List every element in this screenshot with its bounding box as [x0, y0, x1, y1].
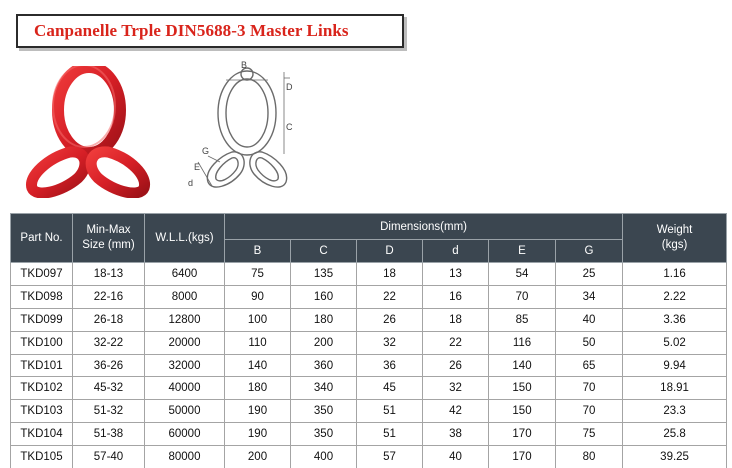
cell-weight: 5.02: [623, 331, 727, 354]
table-row: [11, 377, 727, 400]
header-dim-d-lower: d: [423, 240, 489, 263]
cell-d-upper: 51: [357, 400, 423, 423]
table-header: [11, 214, 727, 263]
table-row: [11, 423, 727, 446]
table-row: [11, 285, 727, 308]
cell-e: 70: [489, 285, 556, 308]
cell-d-lower: 13: [423, 263, 489, 286]
cell-wll: 8000: [145, 285, 225, 308]
sub-link-left: [31, 152, 84, 193]
cell-b: 190: [225, 423, 291, 446]
cell-wll: 6400: [145, 263, 225, 286]
cell-b: 110: [225, 331, 291, 354]
table-row: [11, 308, 727, 331]
cell-d-upper: 57: [357, 446, 423, 468]
header-min-max-line1: Min-Max: [86, 224, 131, 236]
cell-weight: 18.91: [623, 377, 727, 400]
table-row: [11, 331, 727, 354]
header-min-max-size: [73, 214, 145, 263]
header-dim-d-upper: D: [357, 240, 423, 263]
cell-g: 65: [556, 354, 623, 377]
cell-g: 50: [556, 331, 623, 354]
table-row: [11, 354, 727, 377]
cell-wll: 40000: [145, 377, 225, 400]
cell-d-upper: 36: [357, 354, 423, 377]
diagram-label-small-d: d: [188, 178, 194, 188]
cell-size: 51-32: [73, 400, 145, 423]
cell-g: 25: [556, 263, 623, 286]
cell-d-lower: 40: [423, 446, 489, 468]
cell-size: 26-18: [73, 308, 145, 331]
cell-c: 180: [291, 308, 357, 331]
cell-c: 135: [291, 263, 357, 286]
cell-b: 90: [225, 285, 291, 308]
diagram-label-c: C: [286, 122, 293, 132]
cell-c: 400: [291, 446, 357, 468]
cell-weight: 3.36: [623, 308, 727, 331]
cell-c: 360: [291, 354, 357, 377]
cell-g: 80: [556, 446, 623, 468]
cell-e: 150: [489, 377, 556, 400]
cell-part-no: TKD104: [11, 423, 73, 446]
table-row: [11, 400, 727, 423]
cell-weight: 2.22: [623, 285, 727, 308]
title-banner: [16, 14, 404, 48]
cell-weight: 25.8: [623, 423, 727, 446]
diagram-sub-link-left: [207, 152, 244, 187]
header-min-max-line2: Size (mm): [82, 239, 135, 251]
cell-b: 200: [225, 446, 291, 468]
page-title: Canpanelle Trple DIN5688-3 Master Links: [34, 21, 349, 40]
cell-d-upper: 51: [357, 423, 423, 446]
cell-size: 57-40: [73, 446, 145, 468]
cell-wll: 12800: [145, 308, 225, 331]
cell-size: 51-38: [73, 423, 145, 446]
cell-g: 70: [556, 400, 623, 423]
cell-e: 150: [489, 400, 556, 423]
cell-wll: 20000: [145, 331, 225, 354]
diagram-label-d: D: [286, 82, 293, 92]
diagram-sub-link-right-inner: [256, 158, 278, 181]
header-weight-line2: (kgs): [661, 239, 688, 251]
cell-wll: 50000: [145, 400, 225, 423]
cell-c: 340: [291, 377, 357, 400]
diagram-label-g: G: [202, 146, 210, 156]
cell-e: 85: [489, 308, 556, 331]
cell-d-upper: 18: [357, 263, 423, 286]
sub-link-right: [91, 152, 144, 193]
cell-g: 70: [556, 377, 623, 400]
cell-e: 54: [489, 263, 556, 286]
cell-c: 200: [291, 331, 357, 354]
cell-size: 18-13: [73, 263, 145, 286]
dim-line-e: [198, 162, 212, 186]
cell-part-no: TKD103: [11, 400, 73, 423]
cell-b: 190: [225, 400, 291, 423]
cell-b: 75: [225, 263, 291, 286]
cell-e: 170: [489, 446, 556, 468]
diagram-sub-link-right: [250, 152, 287, 187]
header-dimensions: Dimensions(mm): [225, 214, 623, 240]
diagram-master-link-inner: [226, 79, 268, 147]
cell-d-upper: 45: [357, 377, 423, 400]
cell-c: 160: [291, 285, 357, 308]
cell-part-no: TKD101: [11, 354, 73, 377]
header-weight-line1: Weight: [656, 224, 693, 236]
cell-weight: 23.3: [623, 400, 727, 423]
cell-e: 170: [489, 423, 556, 446]
header-weight: [623, 214, 727, 263]
header-dim-e: E: [489, 240, 556, 263]
table-row: [11, 263, 727, 286]
cell-d-lower: 18: [423, 308, 489, 331]
cell-size: 32-22: [73, 331, 145, 354]
cell-b: 140: [225, 354, 291, 377]
cell-g: 75: [556, 423, 623, 446]
header-dim-b: B: [225, 240, 291, 263]
cell-part-no: TKD105: [11, 446, 73, 468]
cell-c: 350: [291, 400, 357, 423]
specifications-table: [10, 213, 727, 468]
diagram-label-e: E: [194, 162, 201, 172]
cell-d-lower: 16: [423, 285, 489, 308]
cell-weight: 39.25: [623, 446, 727, 468]
table-body: [11, 263, 727, 468]
cell-d-upper: 32: [357, 331, 423, 354]
header-part-no: Part No.: [11, 214, 73, 263]
cell-d-lower: 26: [423, 354, 489, 377]
cell-d-lower: 32: [423, 377, 489, 400]
cell-part-no: TKD102: [11, 377, 73, 400]
cell-b: 180: [225, 377, 291, 400]
cell-part-no: TKD099: [11, 308, 73, 331]
cell-g: 40: [556, 308, 623, 331]
cell-e: 116: [489, 331, 556, 354]
header-dim-g: G: [556, 240, 623, 263]
header-wll: W.L.L.(kgs): [145, 214, 225, 263]
cell-d-upper: 22: [357, 285, 423, 308]
dimension-diagram: [180, 58, 320, 204]
cell-part-no: TKD098: [11, 285, 73, 308]
cell-part-no: TKD100: [11, 331, 73, 354]
diagram-label-b: B: [241, 60, 248, 70]
cell-g: 34: [556, 285, 623, 308]
cell-d-upper: 26: [357, 308, 423, 331]
cell-d-lower: 22: [423, 331, 489, 354]
cell-d-lower: 38: [423, 423, 489, 446]
cell-weight: 1.16: [623, 263, 727, 286]
cell-weight: 9.94: [623, 354, 727, 377]
cell-c: 350: [291, 423, 357, 446]
cell-wll: 60000: [145, 423, 225, 446]
cell-part-no: TKD097: [11, 263, 73, 286]
table-row: [11, 446, 727, 468]
cell-size: 36-26: [73, 354, 145, 377]
cell-b: 100: [225, 308, 291, 331]
cell-d-lower: 42: [423, 400, 489, 423]
header-dim-c: C: [291, 240, 357, 263]
cell-wll: 80000: [145, 446, 225, 468]
cell-size: 45-32: [73, 377, 145, 400]
master-link-photo: [18, 66, 158, 198]
cell-wll: 32000: [145, 354, 225, 377]
cell-e: 140: [489, 354, 556, 377]
cell-size: 22-16: [73, 285, 145, 308]
